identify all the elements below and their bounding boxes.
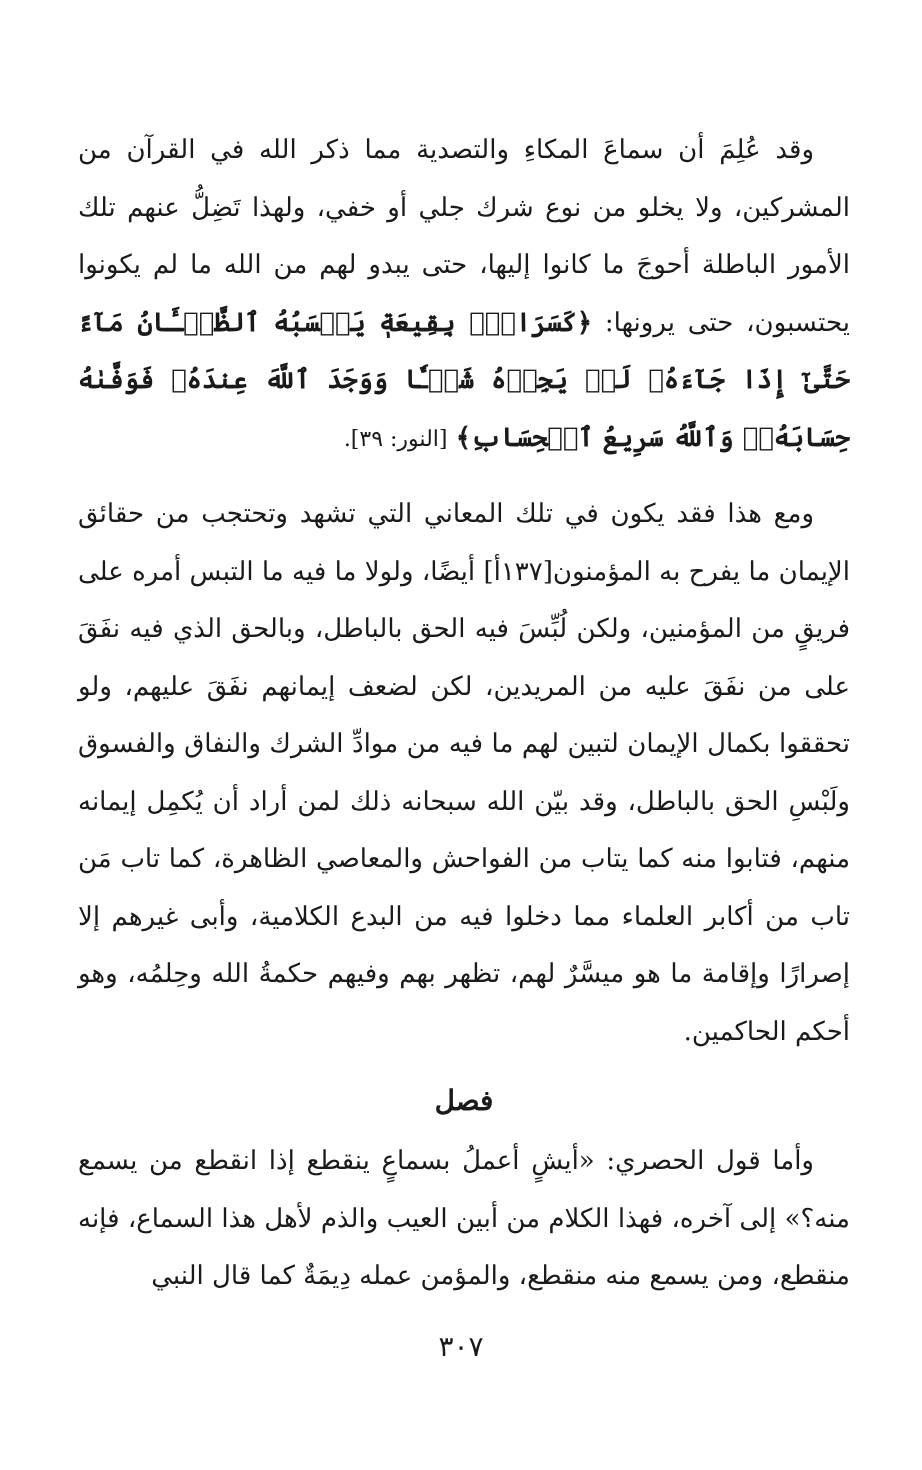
quran-verse: ﴿كَسَرَابِۭ بِقِيعَةٖ يَحۡسَبُهُ ٱلظَّمۡـَٔانُ مَآءً حَتَّىٰٓ إِذَا جَآءَهُۥ لَمۡ يَجِدۡهُ شَيۡـٔٗا وَوَجَدَ ٱللَّهَ عِندَهُۥ فَوَفَّىٰهُ حِسَابَهُۥۗ وَٱللَّهُ سَرِيعُ ٱلۡحِسَابِ﴾ bbox=[78, 307, 850, 453]
surah-reference: [النور: ٣٩]. bbox=[343, 426, 448, 452]
paragraph-1 bbox=[78, 122, 850, 468]
paragraph-1-text: وقد عُلِمَ أن سماعَ المكاءِ والتصدية مما ذكر الله في القرآن من المشركين، ولا يخلو من نوع شرك جلي أو خفي، ولهذا تَضِلُّ عنهم تلك الأمور الباطلة أحوجَ ما كانوا إليها، حتى يبدو لهم من الله ما لم يكونوا يحتسبون، حتى يرونها: bbox=[78, 135, 850, 338]
section-heading: فصل bbox=[434, 1084, 494, 1117]
page-number: ٣٠٧ bbox=[438, 1330, 484, 1363]
page-body bbox=[78, 122, 850, 1306]
paragraph-2: ومع هذا فقد يكون في تلك المعاني التي تشهد وتحتجب من حقائق الإيمان ما يفرح به المؤمنون[١٣٧أ] أيضًا، ولولا ما فيه ما التبس أمره على فريقٍ من المؤمنين، ولكن لُبِّسَ فيه الحق بالباطل، وبالحق الذي فيه نفَقَ على من نفَقَ عليه من المريدين، لكن لضعف إيمانهم نفَقَ عليهم، ولو تحققوا بكمال الإيمان لتبين لهم ما فيه من موادِّ الشرك والنفاق والفسوق ولَبْسِ الحق بالباطل، وقد بيّن الله سبحانه ذلك لمن أراد أن يُكمِل إيمانه منهم، فتابوا منه كما يتاب من الفواحش والمعاصي الظاهرة، كما تاب مَن تاب من أكابر العلماء مما دخلوا فيه من البدع الكلامية، وأبى غيرهم إلا إصرارًا وإقامة ما هو ميسَّرٌ لهم، تظهر بهم وفيهم حكمةُ الله وحِلمُه، وهو أحكم الحاكمين. bbox=[78, 499, 850, 1047]
paragraph-3: وأما قول الحصري: «أيشٍ أعملُ بسماعٍ ينقطع إذا انقطع من يسمع منه؟» إلى آخره، فهذا الكلام من أبين العيب والذم لأهل هذا السماع، فإنه منقطع، ومن يسمع منه منقطع، والمؤمن عمله دِيمَةٌ كما قال النبي bbox=[78, 1146, 850, 1291]
